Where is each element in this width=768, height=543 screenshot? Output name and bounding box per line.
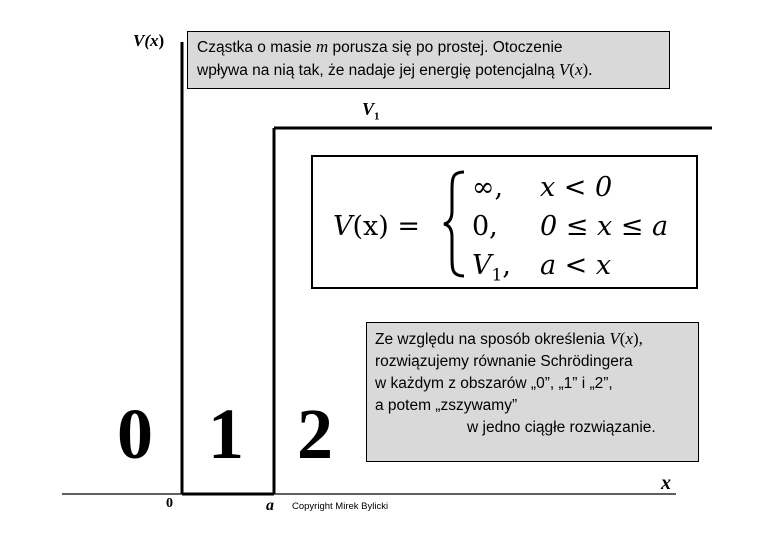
intro-line-1: Cząstka o masie m porusza się po prostej. Otoczenie <box>197 37 563 56</box>
formula-row-1-value: ∞, <box>472 172 504 203</box>
region-label-1: 1 <box>208 394 244 474</box>
formula-row-2-value: 0, <box>472 211 498 242</box>
formula-lhs: V(x) = <box>333 211 420 242</box>
y-axis-label <box>133 31 164 51</box>
formula-row-1-condition: x < 0 <box>540 172 613 203</box>
region-label-0: 0 <box>117 394 153 474</box>
formula-row-3-value: $V_1$, <box>472 250 511 286</box>
potential-formula <box>311 155 698 289</box>
method-line-1: Ze względu na sposób określenia V(x), <box>375 329 643 348</box>
v1-sub: 1 <box>374 110 380 123</box>
y-label-x: x <box>150 31 159 50</box>
mass-symbol: m <box>315 37 329 56</box>
method-note <box>366 322 699 462</box>
formula-row-2-condition: 0 ≤ x ≤ a <box>540 211 669 242</box>
method-line-2: rozwiązujemy równanie Schrödingera <box>375 353 633 370</box>
a-label: a <box>266 497 274 514</box>
y-label-close: ) <box>158 31 165 50</box>
method-line-4: a potem „zszywamy” <box>375 397 518 414</box>
copyright-text: Copyright Mirek Bylicki <box>292 501 389 512</box>
formula-row-3-condition: a < x <box>540 250 612 281</box>
method-line-5: w jedno ciągłe rozwiązanie. <box>467 419 656 436</box>
y-label-v: V( <box>133 31 150 50</box>
intro-line-2: wpływa na nią tak, że nadaje jej energię potencjalną V(x). <box>197 60 593 79</box>
region-label-2: 2 <box>297 394 333 474</box>
intro-note <box>187 31 670 89</box>
origin-label: 0 <box>166 496 173 511</box>
v1-label <box>362 99 380 123</box>
method-line-3: w każdym z obszarów „0”, „1” i „2”, <box>375 375 613 392</box>
x-axis-label: x <box>661 472 671 494</box>
v1-main: V <box>362 99 375 119</box>
formula-brace <box>442 169 468 279</box>
